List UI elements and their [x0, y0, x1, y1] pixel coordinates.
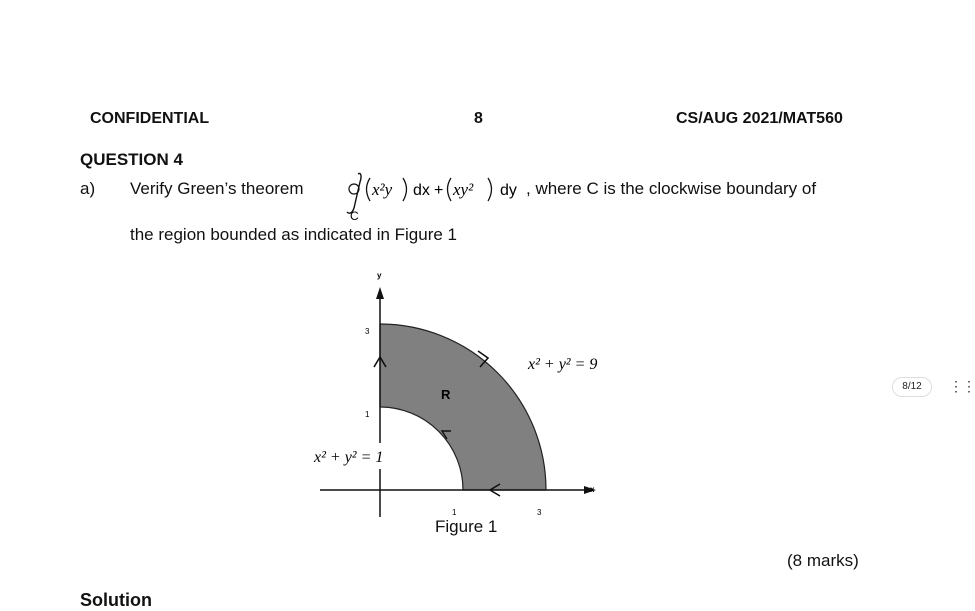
page-indicator[interactable]: 8/12: [892, 377, 932, 397]
dy-text: dy: [500, 182, 517, 199]
x-tick-3: 3: [537, 508, 542, 517]
drag-handle-icon[interactable]: ⋮⋮: [949, 378, 975, 394]
y-axis-arrow: [376, 287, 384, 299]
term-x2y: x²y: [372, 180, 393, 199]
part-label: a): [80, 179, 96, 198]
header-page-number: 8: [474, 110, 483, 127]
statement-tail: , where C is the clockwise boundary of: [526, 179, 817, 198]
right-paren-2: [488, 178, 492, 201]
figure-region-diagram: [300, 265, 640, 545]
left-paren-1: [367, 178, 371, 201]
y-axis-label: y: [377, 271, 382, 280]
y-tick-1: 1: [365, 410, 370, 419]
statement-lead: Verify Green’s theorem: [130, 179, 304, 198]
outer-curve-label: x² + y² = 9: [528, 356, 598, 373]
marks-label: (8 marks): [787, 551, 859, 570]
x-tick-1: 1: [452, 508, 457, 517]
statement-line-2: the region bounded as indicated in Figure 1: [130, 225, 458, 244]
contour-label: C: [350, 209, 359, 223]
term-xy2: xy²: [453, 180, 474, 199]
contour-integral-sign: [347, 173, 361, 213]
region-label-r: R: [441, 387, 451, 402]
plus-sign: +: [434, 182, 444, 199]
question-title: QUESTION 4: [80, 150, 183, 169]
line-integral-expression: [340, 168, 530, 228]
solution-heading-cutoff: Solution: [80, 590, 152, 610]
header-confidential: CONFIDENTIAL: [90, 110, 210, 127]
x-axis-label: x: [590, 485, 595, 494]
header-course-code: CS/AUG 2021/MAT560: [676, 110, 843, 127]
figure-caption: Figure 1: [435, 517, 498, 536]
contour-circle: [349, 184, 359, 194]
dx-text: dx: [413, 182, 430, 199]
y-tick-3: 3: [365, 327, 370, 336]
left-paren-2: [448, 178, 452, 201]
inner-curve-label: x² + y² = 1: [314, 449, 384, 466]
right-paren-1: [403, 178, 407, 201]
